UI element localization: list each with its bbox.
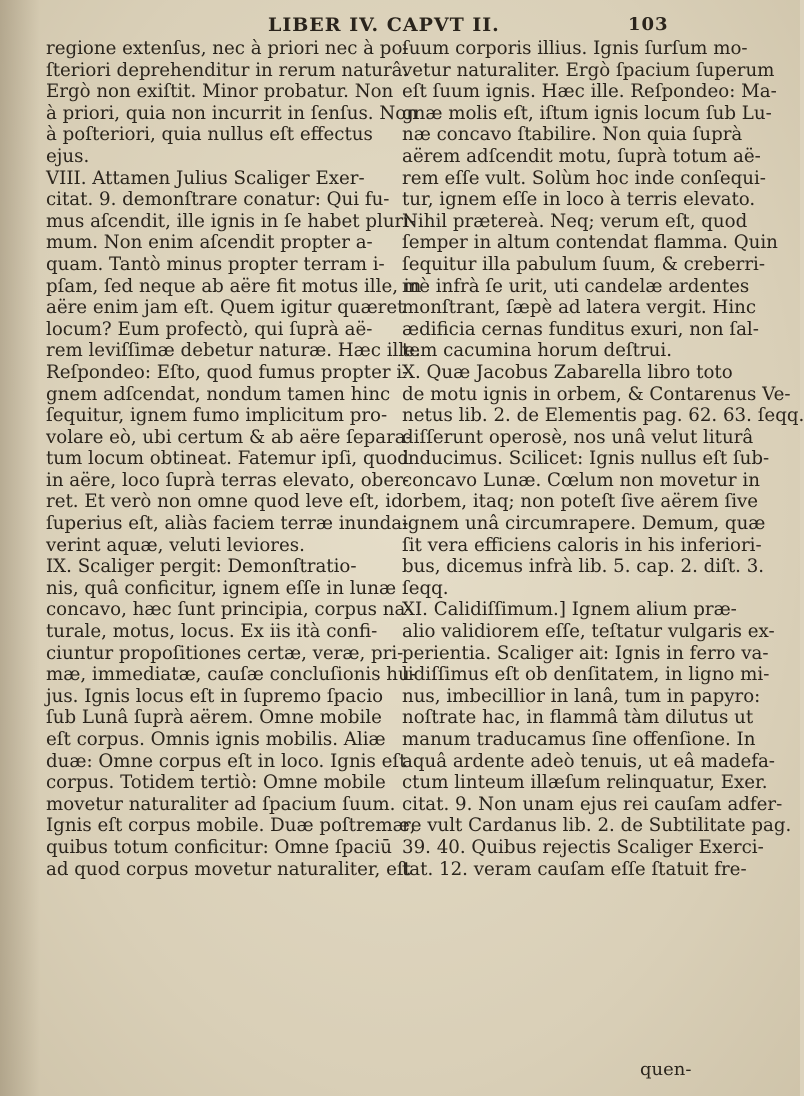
text-line: ſit vera efficiens caloris in his inferiori- (402, 534, 762, 556)
text-line: turale, motus, locus. Ex iis ità confi- (46, 621, 378, 643)
text-line: quam. Tantò minus propter terram i- (46, 253, 385, 275)
text-line: ctum linteum illæſum relinquatur, Exer. (402, 772, 768, 794)
text-line: ejus. (46, 145, 90, 167)
text-line: VIII. Attamen Julius Scaliger Exer- (46, 167, 365, 189)
text-line: nis, quâ conficitur, ignem eſſe in lunæ (46, 577, 397, 599)
text-line: ſequitur illa pabulum ſuum, & creberri- (402, 253, 765, 275)
text-line: de motu ignis in orbem, & Contarenus Ve- (402, 383, 791, 405)
text-line: aëre enim jam eſt. Quem igitur quæret (46, 297, 405, 319)
text-line: gnem adſcendat, nondum tamen hinc (46, 383, 391, 405)
text-line: ſemper in altum contendat flamma. Quin (402, 232, 778, 254)
text-line: IX. Scaliger pergit: Demonſtratio- (46, 556, 357, 578)
text-line: tat. 12. veram cauſam eſſe ſtatuit fre- (402, 858, 747, 880)
text-line: ſeqq. (402, 577, 449, 599)
text-line: regione extenſus, nec à priori nec à po- (46, 38, 409, 59)
text-line: Ergò non exiſtit. Minor probatur. Non (46, 81, 394, 103)
text-line: XI. Calidiſſimum.] Ignem alium præ- (402, 599, 737, 621)
text-line: quibus totum conficitur: Omne ſpaciū (46, 836, 392, 858)
text-line: mus aſcendit, ille ignis in ſe habet pluri- (46, 210, 416, 232)
text-line: nus, imbecillior in lanâ, tum in papyro: (402, 685, 761, 707)
text-line: eſt corpus. Omnis ignis mobilis. Aliæ (46, 729, 386, 750)
text-line: à poſteriori, quia nullus eſt effectus (46, 124, 373, 146)
text-line: ſub Lunâ ſuprà aërem. Omne mobile (46, 707, 382, 729)
text-line: eſt ſuum ignis. Hæc ille. Reſpondeo: Ma- (402, 81, 777, 103)
text-line: Reſpondeo: Eſto, quod fumus propter i- (46, 361, 409, 383)
text-line: ſuum corporis illius. Ignis ſurſum mo- (402, 38, 748, 59)
text-line: tum locum obtineat. Fatemur ipſi, quod (46, 448, 409, 470)
text-line: diſſerunt operosè, nos unâ velut liturâ (402, 426, 754, 448)
text-line: citat. 9. Non unam ejus rei cauſam adfer- (402, 793, 783, 815)
text-line: verint aquæ, veluti leviores. (46, 534, 305, 556)
left-column (46, 38, 422, 880)
text-line: ſequitur, ignem fumo implicitum pro- (46, 405, 388, 427)
text-line: alio validiorem eſſe, teſtatur vulgaris ex- (402, 621, 775, 643)
text-line: ædificia cernas funditus exuri, non ſal- (402, 318, 759, 340)
text-line: duæ: Omne corpus eſt in loco. Ignis eſt (46, 750, 407, 772)
text-line: aquâ ardente adeò tenuis, ut eâ madefa- (402, 750, 775, 772)
text-line: manum traducamus ſine offenſione. In (402, 729, 756, 750)
text-line: vetur naturaliter. Ergò ſpacium ſuperum (402, 59, 775, 81)
catchword: quen- (640, 1059, 692, 1080)
text-line: concavo, hæc ſunt principia, corpus na- (46, 599, 412, 621)
text-line: gnæ molis eſt, iſtum ignis locum ſub Lu- (402, 102, 772, 124)
text-line: volare eò, ubi certum & ab aëre ſepara- (46, 426, 412, 448)
text-line: netus lib. 2. de Elementis pag. 62. 63. ſeqq. (402, 405, 804, 427)
text-line: bus, dicemus infrà lib. 5. cap. 2. diſt. 3. (402, 556, 765, 578)
text-line: ignem unâ circumrapere. Demum, quæ (402, 513, 766, 535)
text-line: in aëre, loco ſuprà terras elevato, ober- (46, 469, 409, 491)
text-line: mum. Non enim aſcendit propter a- (46, 232, 373, 254)
text-line: movetur naturaliter ad ſpacium ſuum. (46, 793, 396, 815)
text-line: tur, ignem eſſe in loco à terris elevato. (402, 189, 756, 211)
text-line: X. Quæ Jacobus Zabarella libro toto (402, 361, 733, 383)
text-line: citat. 9. demonſtrare conatur: Qui fu- (46, 189, 390, 211)
text-line: lidiſſimus eſt ob denſitatem, in ligno mi- (402, 664, 770, 686)
text-line: inducimus. Scilicet: Ignis nullus eſt ſub- (402, 448, 770, 470)
text-line: noſtrate hac, in flammâ tàm dilutus ut (402, 707, 754, 729)
text-line: re vult Cardanus lib. 2. de Subtilitate pag. (402, 815, 792, 837)
text-line: ret. Et verò non omne quod leve eſt, id (46, 491, 403, 513)
page-number: 103 (628, 14, 669, 35)
text-line: orbem, itaq; non poteſt ſive aërem ſive (402, 491, 759, 513)
text-line: mè infrà ſe urit, uti candelæ ardentes (402, 275, 750, 297)
text-line: ſteriori deprehenditur in rerum naturâ. (46, 59, 409, 81)
binding-shadow (0, 0, 40, 1096)
right-column (402, 38, 804, 880)
text-line: Ignis eſt corpus mobile. Duæ poſtremæ, (46, 815, 416, 837)
text-line: aërem adſcendit motu, ſuprà totum aë- (402, 145, 761, 167)
text-line: concavo Lunæ. Cœlum non movetur in (402, 469, 760, 491)
text-line: mæ, immediatæ, cauſæ concluſionis hu- (46, 664, 416, 686)
text-line: monſtrant, ſæpè ad latera vergit. Hinc (402, 297, 757, 319)
text-line: corpus. Totidem tertiò: Omne mobile (46, 772, 386, 794)
text-line: pſam, ſed neque ab aëre fit motus ille, in (46, 275, 422, 297)
text-line: à priori, quia non incurrit in ſenſus. Non (46, 102, 418, 124)
running-title: LIBER IV. CAPVT II. (268, 14, 500, 36)
text-line: Nihil prætereà. Neq; verum eſt, quod (402, 210, 748, 232)
text-line: ciuntur propoſitiones certæ, veræ, pri- (46, 642, 404, 664)
text-line: rem eſſe vult. Solùm hoc inde conſequi- (402, 167, 766, 189)
text-line: næ concavo ſtabilire. Non quia ſuprà (402, 124, 743, 146)
text-line: ad quod corpus movetur naturaliter, eſt (46, 858, 411, 880)
text-line: locum? Eum profectò, qui ſuprà aë- (46, 318, 373, 340)
text-line: perientia. Scaliger ait: Ignis in ferro va- (402, 642, 769, 664)
text-line: 39. 40. Quibus rejectis Scaliger Exerci- (402, 836, 764, 858)
text-line: jus. Ignis locus eſt in ſupremo ſpacio (46, 685, 384, 707)
text-line: rem leviſſimæ debetur naturæ. Hæc ille. (46, 340, 421, 362)
text-line: tem cacumina horum deſtrui. (402, 340, 672, 362)
text-line: ſuperius eſt, aliàs faciem terræ inunda- (46, 513, 409, 535)
